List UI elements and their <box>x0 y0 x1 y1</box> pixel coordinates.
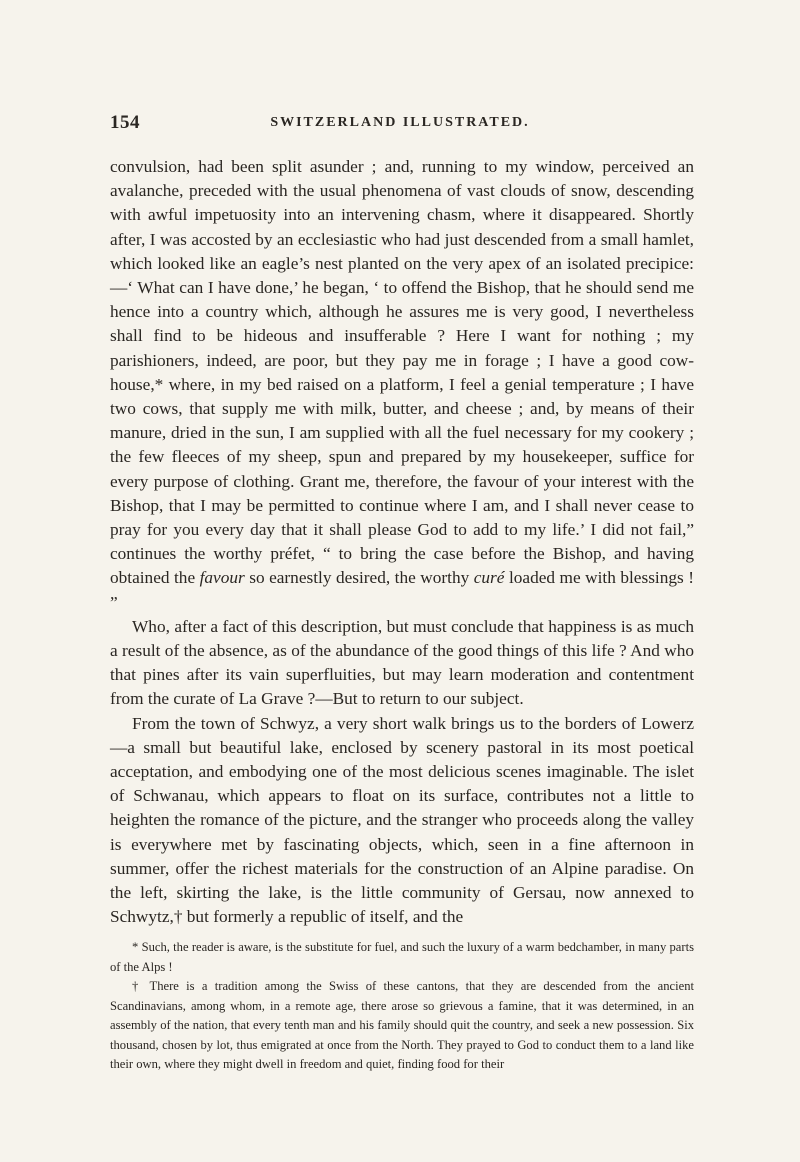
paragraph-1-text-c: loaded me with blessings ! ” <box>110 568 694 612</box>
paragraph-2: Who, after a fact of this description, but must conclude that happiness is as much a result of the absence, as of the abundance of the good things of this life ? And who that pines after its vain superfluities, but may learn moderation and contentment from the curate of La Grave ?—But to return to our subject. <box>110 616 694 709</box>
page-header <box>0 112 800 136</box>
footnote-2: † There is a tradition among the Swiss of these cantons, that they are descended from the ancient Scandinavians, among whom, in a remote age, there arose so grievous a famine, that it was determined, in an assembly of the nation, that every tenth man and his family should quit the country, and seek a new possession. Six thousand, chosen by lot, thus emigrated at once from the North. They prayed to God to conduct them to a land like their own, where they might dwell in freedom and quiet, finding food for their <box>110 979 694 1071</box>
paragraph-3: From the town of Schwyz, a very short walk brings us to the borders of Lowerz—a small but beautiful lake, enclosed by scenery pastoral in its most poetical acceptation, and embodying one of the most delicious scenes imaginable. The islet of Schwanau, which appears to float on its surface, contributes not a little to heighten the romance of the picture, and the stranger who proceeds along the valley is everywhere met by fascinating objects, which, seen in a fine afternoon in summer, offer the richest materials for the construction of an Alpine paradise. On the left, skirting the lake, is the little community of Gersau, now annexed to Schwytz,† but formerly a republic of itself, and the <box>110 713 694 927</box>
footnote-1: * Such, the reader is aware, is the substitute for fuel, and such the luxury of a warm bedchamber, in many parts of the Alps ! <box>110 940 694 974</box>
paragraph-1 <box>110 155 694 615</box>
italic-favour: favour <box>199 568 245 588</box>
paragraph-1-text-a: convulsion, had been split asunder ; and, running to my window, perceived an avalanche, preceded with the usual phenomena of vast clouds of snow, descending with awful impetuosity into an intervening chasm, where it disappeared. Shortly after, I was accosted by an ecclesiastic who had just descended from a small hamlet, which looked like an eagle’s nest planted on the very apex of an isolated precipice:—‘ What can I have done,’ he began, ‘ to offend the Bishop, that he should send me hence into a country which, although he assures me is very good, I nevertheless shall find to be hideous and insufferable ? Here I want for nothing ; my parishioners, indeed, are poor, but they pay me in forage ; I have a good cow-house,* where, in my bed raised on a platform, I feel a genial temperature ; I have two cows, that supply me with milk, butter, and cheese ; and, by means of their manure, dried in the sun, I am supplied with all the fuel necessary for my cookery ; the few fleeces of my sheep, spun and prepared by my housekeeper, suffice for every purpose of clothing. Grant me, therefore, the favour of your interest with the Bishop, that I may be permitted to continue where I am, and I shall never cease to pray for you every day that it shall please God to add to my life.’ I did not fail,” continues the worthy préfet, “ to bring the case before the Bishop, and having obtained the <box>110 157 694 588</box>
page-number: 154 <box>110 112 140 133</box>
running-title: SWITZERLAND ILLUSTRATED. <box>270 115 530 130</box>
body-text <box>110 155 694 930</box>
footnotes <box>110 938 694 1075</box>
italic-cure: curé <box>473 568 505 588</box>
paragraph-1-text-b: so earnestly desired, the worthy <box>244 568 474 588</box>
